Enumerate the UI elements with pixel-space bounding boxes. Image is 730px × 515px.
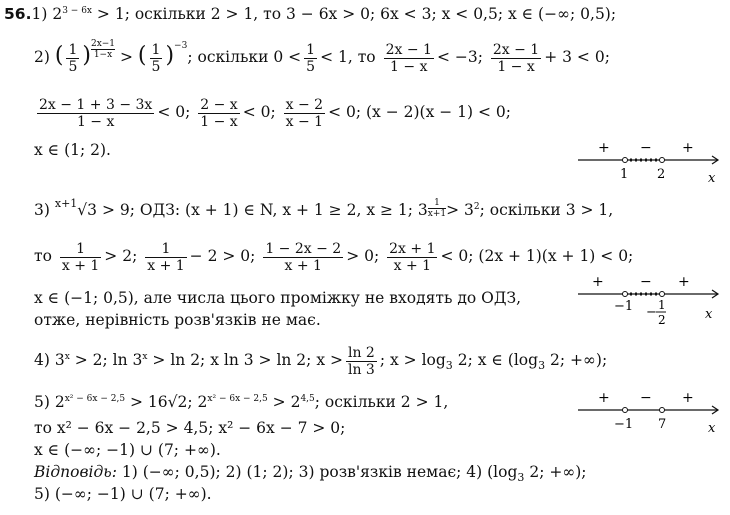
number-line-part2 (570, 136, 725, 184)
part4-frac: $\frac{\ln 2}{\ln 3}$ (347, 344, 375, 378)
part2-frac-right: $\frac{1}{5}$ (151, 41, 161, 75)
point-2-num: 1 (658, 298, 666, 312)
sign-1: + (598, 390, 610, 406)
point-2-minus: − (646, 305, 657, 320)
part5-label: 5) (34, 393, 50, 411)
answer-line1: Відповідь: 1) (−∞; 0,5); 2) (1; 2); 3) розв'язків немає; 4) ($\log_3$ 2; +∞); (34, 463, 587, 485)
point-2: 2 (657, 167, 666, 182)
part3-frac-g2: $\frac{1}{x + 1}$ (147, 240, 185, 274)
part2-label: 2) (34, 48, 50, 66)
axis-label: x (708, 421, 716, 434)
part2-since: оскільки (197, 48, 269, 66)
sign-1: + (592, 274, 604, 290)
part2-frac-f2: $\frac{2x - 1}{1 - x}$ (492, 41, 540, 75)
sign-2: − (640, 274, 652, 290)
part2-line1: 2) ( $\frac{1}{5}$ ) $\frac{2x-1}{1-x}$ > ( $\frac{1}{5}$ )$^{-3}$; оскільки 0 < $\frac{1}{5}$ < 1, то $\frac{2x - 1}{1 - x}$ < −3; $\frac{2x - 1}{1 - x}$ + 3 < 0; (34, 39, 610, 75)
part2-frac-left: $\frac{1}{5}$ (68, 41, 78, 75)
axis-label: x (705, 307, 713, 322)
part3-frac-g3: $\frac{1 - 2x - 2}{x + 1}$ (265, 240, 342, 274)
point-1: −1 (614, 417, 634, 432)
sign-1: + (598, 140, 610, 156)
part3-then: то (34, 247, 52, 265)
part3-root-index: x+1 (54, 196, 78, 210)
point-2-den: 2 (658, 313, 666, 327)
part4-line: 4) $3^x > 2$; $\ln 3^x > \ln 2$; x ln 3 > ln 2; x > $\frac{\ln 2}{\ln 3}$ ; $x > \log_3 2$; x ∈ ($\log_3$ 2; +∞); (34, 344, 608, 378)
part3-line3: x ∈ (−1; 0,5), але числа цього проміжку не входять до ОДЗ, (34, 289, 522, 307)
root-sign: √ (77, 201, 88, 219)
sign-3: + (682, 140, 694, 156)
part2-gt: > (119, 48, 133, 66)
part5-line1: 5) $2^{x^2 - 6x - 2,5} > 16√2$; $2^{x^2 - 6x - 2,5} > 2^{4,5}$; оскільки 2 > 1, (34, 393, 449, 411)
point-1: −1 (614, 299, 634, 314)
part3-exp-frac: $\frac{1}{x+1}$ (427, 198, 447, 219)
part5-line2: то x² − 6x − 2,5 > 4,5; x² − 6x − 7 > 0; (34, 419, 346, 437)
part2-frac-f1: $\frac{2x - 1}{1 - x}$ (385, 41, 432, 75)
part3-label: 3) (34, 201, 50, 219)
sign-2: − (640, 140, 652, 156)
answer-label: Відповідь: (34, 463, 117, 481)
part2-exp-frac: $\frac{2x-1}{1-x}$ (90, 39, 116, 60)
axis-label: x (708, 171, 716, 184)
part2-then: то (357, 48, 376, 66)
part1-line (4, 4, 616, 24)
part4-label: 4) (34, 351, 50, 369)
part3-odz: ОДЗ: (x + 1) ∈ N, x + 1 ≥ 2, x ≥ 1; (139, 201, 413, 219)
part1-base: 2 (52, 5, 63, 23)
part1-text: > 1; оскільки 2 > 1, то 3 − 6x > 0; 6x < 3; x < 0,5; x ∈ (−∞; 0,5); (92, 5, 617, 23)
point-1: 1 (620, 167, 629, 182)
part2-line2-frac1: $\frac{2x - 1 + 3 - 3x}{1 - x}$ (39, 96, 153, 130)
part5-line3: x ∈ (−∞; −1) ∪ (7; +∞). (34, 441, 221, 459)
part3-line2: то $\frac{1}{x + 1}$ > 2; $\frac{1}{x + 1}$ − 2 > 0; $\frac{1 - 2x - 2}{x + 1}$ > 0; $\frac{2x + 1}{x + 1}$ < 0; (2x + 1)(x + 1) < 0; (34, 240, 634, 274)
part2-line2: $\frac{2x - 1 + 3 - 3x}{1 - x}$ < 0; $\frac{2 - x}{1 - x}$ < 0; $\frac{x - 2}{x - 1}$ < 0; (x − 2)(x − 1) < 0; (39, 96, 511, 130)
part2-exp-right: −3 (174, 40, 188, 51)
part2-line2-frac3: $\frac{x - 2}{x - 1}$ (285, 96, 324, 130)
part2-answer: x ∈ (1; 2). (34, 141, 111, 159)
part3-line4: отже, нерівність розв'язків не має. (34, 311, 321, 329)
part2-line2-frac2: $\frac{2 - x}{1 - x}$ (200, 96, 238, 130)
sign-3: + (682, 390, 694, 406)
part3-frac-g4: $\frac{2x + 1}{x + 1}$ (389, 240, 436, 274)
part3-line1: 3) $^{x+1}$√3 > 9; ОДЗ: (x + 1) ∈ N, x + 1 ≥ 2, x ≥ 1; 3 $\frac{1}{x+1}$ > $3^2$; оскільки 3 > 1, (34, 196, 614, 219)
part1-label: 1) (31, 5, 48, 23)
part3-frac-g1: $\frac{1}{x + 1}$ (61, 240, 100, 274)
answer-line2: 5) (−∞; −1) ∪ (7; +∞). (34, 485, 212, 503)
part2-since-frac: $\frac{1}{5}$ (306, 41, 316, 75)
sign-3: + (678, 274, 690, 290)
number-line-part3 (570, 270, 725, 332)
sign-2: − (640, 390, 652, 406)
problem-number: 56. (4, 5, 32, 23)
point-2: 7 (658, 417, 667, 432)
number-line-part5 (570, 386, 725, 434)
part1-exponent: 3 − 6x (62, 5, 92, 16)
